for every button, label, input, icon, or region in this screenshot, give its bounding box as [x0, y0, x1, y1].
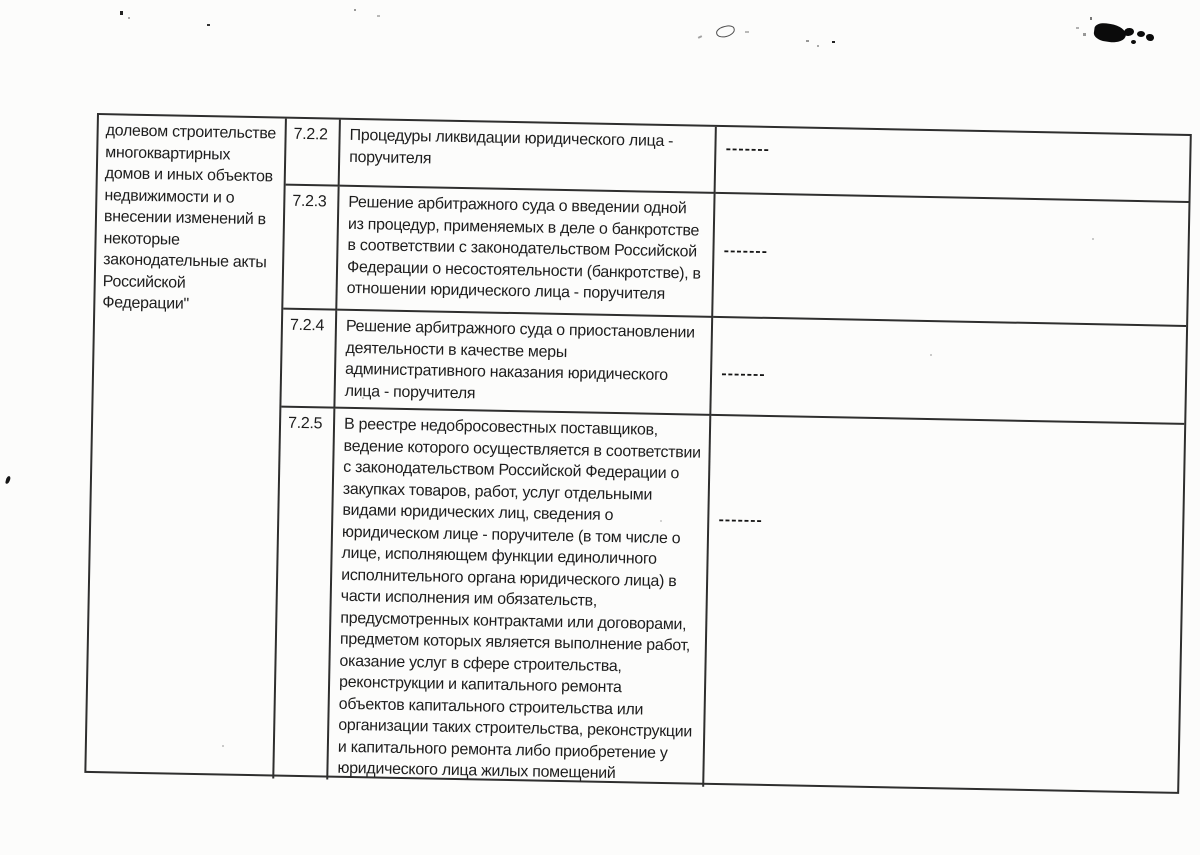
ink-speck — [1083, 33, 1086, 36]
row-value: ------- — [717, 512, 762, 529]
row-number: 7.2.2 — [286, 119, 341, 187]
ink-speck — [128, 17, 130, 19]
ink-speck — [930, 354, 932, 356]
ink-speck — [1076, 27, 1079, 29]
ink-speck — [207, 24, 210, 26]
ink-speck — [832, 41, 835, 43]
ink-smudge-artifact — [1093, 22, 1127, 44]
ink-speck — [817, 45, 819, 47]
ink-speck — [806, 40, 809, 42]
row-text: Процедуры ликвидации юридического лица - поручителя — [340, 120, 717, 194]
ink-speck — [1092, 238, 1094, 240]
ink-smudge-artifact — [1146, 34, 1154, 41]
ink-speck — [354, 9, 356, 11]
row-value: ------- — [711, 318, 1186, 425]
ink-smudge-artifact — [1137, 31, 1145, 37]
ink-speck — [120, 11, 123, 15]
row-value: ------- — [716, 127, 1190, 203]
ink-speck — [362, 397, 364, 399]
row-text: Решение арбитражного суда о приостановлении деятельности в качестве меры административного наказания юридического лица - поручителя — [335, 311, 713, 416]
scribble-artifact — [715, 24, 736, 39]
row-number: 7.2.4 — [281, 310, 337, 409]
ink-speck — [660, 520, 662, 522]
row-text: Решение арбитражного суда о введении одной из процедур, применяемых в деле о банкротстве в соответствии с законодательством Российской Федерации о несостоятельности (банкротстве), в отношении юридического лица - поручителя — [337, 187, 715, 318]
row-number: 7.2.3 — [283, 186, 339, 311]
ink-speck — [377, 15, 380, 17]
row-text: В реестре недобросовестных поставщиков, ведение которого осуществляется в соответствии с законодательством Российской Федерации о закупках товаров, работ, услуг отдельными видами юридических лиц, сведения о юридическом лице - поручителе (в том числе о лице, исполняющем функции единоличного исполнительного органа юридического лица) в части исполнения им обязательств, предусмотренных контрактами или договорами, предметом которых является выполнение работ, оказание услуг в сфере строительства, реконструкции и капитального ремонта объектов капитального строительства или организации таких строительства, реконструкции и капитального ремонта либо приобретение у юридического лица жилых помещений — [328, 409, 711, 787]
row-number: 7.2.5 — [274, 408, 335, 779]
ink-speck — [1090, 17, 1092, 20]
row-value: ------- — [713, 194, 1188, 327]
ink-smudge-artifact — [1124, 28, 1134, 36]
margin-mark-artifact — [5, 476, 11, 485]
ink-speck — [745, 31, 749, 33]
document-table — [84, 113, 1191, 794]
left-note-cell: долевом строительстве многоквартирных домов и иных объектов недвижимости и о внесении изменений в некоторые законодательные акты Российской Федерации" — [86, 115, 287, 778]
ink-speck — [222, 745, 224, 747]
ink-speck — [698, 35, 702, 39]
ink-smudge-artifact — [1131, 40, 1136, 44]
